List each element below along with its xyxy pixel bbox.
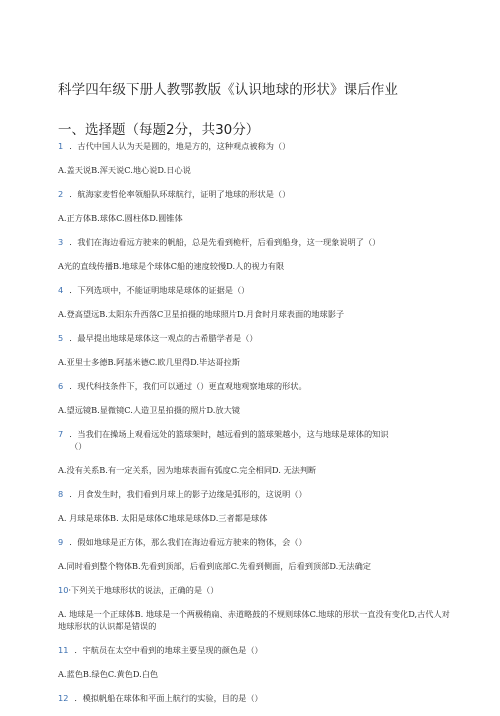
question-stem	[58, 284, 458, 296]
question-number: 9	[58, 537, 64, 547]
question-stem	[58, 488, 458, 500]
question-text: ．宇航员在太空中看到的地球主要呈现的颜色是（）	[74, 645, 263, 655]
question-number: 2	[58, 189, 64, 199]
question-item	[58, 380, 458, 416]
question-options: A光的直线传播B.地球是个球体C船的速度较慢D.人的视力有限	[58, 261, 285, 271]
question-number: 8	[58, 489, 64, 499]
question-options: A.没有关系B.有一定关系，因为地球表面有弧度C.完全相同D. 无法判断	[58, 465, 317, 475]
question-options: A. 地球是一个正球体B. 地球是一个两极稍扁、赤道略鼓的不规则球体C.地球的形状一直没有变化D,古代人对地球形状的认识都是错误的	[58, 609, 450, 631]
question-item	[58, 332, 458, 368]
question-number: 10	[58, 585, 69, 595]
question-item	[58, 584, 458, 632]
question-item	[58, 692, 458, 704]
question-list	[58, 140, 458, 716]
question-text: ．模拟帆船在球体和平面上航行的实验，目的是（）	[74, 693, 263, 703]
question-item	[58, 188, 458, 224]
question-number: 5	[58, 333, 64, 343]
question-options: A.正方体B.球体C.圆柱体D.圆锥体	[58, 213, 183, 223]
question-options: A.同时看到整个物体B.先看到顶部，后看到底部C.先看到侧面，后看到顶部D.无法确定	[58, 561, 371, 571]
question-text: ．古代中国人认为天是圆的，地是方的，这种观点被称为（）	[69, 141, 291, 151]
question-stem	[58, 536, 458, 548]
question-text: ．下列选项中，不能证明地球是球体的证据是（）	[69, 285, 250, 295]
question-text-continued: （）	[70, 441, 87, 451]
question-item	[58, 284, 458, 320]
question-stem	[58, 236, 458, 248]
question-options: A. 月球是球体B. 太阳是球体C地球是球体D.三者都是球体	[58, 513, 268, 523]
question-item	[58, 236, 458, 272]
question-options: A.蓝色B.绿色C.黄色D.白色	[58, 669, 159, 679]
question-text: ．现代科技条件下，我们可以通过（）更直观地观察地球的形状。	[69, 381, 307, 391]
question-number: 3	[58, 237, 64, 247]
question-number: 6	[58, 381, 64, 391]
question-text: ．假如地球是正方体，那么我们在海边看远方驶来的物体，会（）	[69, 537, 307, 547]
document-title: 科学四年级下册人教鄂教版《认识地球的形状》课后作业	[58, 82, 398, 98]
question-text: ．最早提出地球是球体这一观点的古希腊学者是（）	[69, 333, 258, 343]
question-options: A.亚里士多德B.阿基米德C.欧几里得D.毕达哥拉斯	[58, 357, 240, 367]
question-stem	[58, 692, 458, 704]
question-stem	[58, 140, 458, 152]
question-stem	[58, 584, 458, 596]
question-item	[58, 644, 458, 680]
question-text: ．月食发生时，我们看到月球上的影子边缘是弧形的，这说明（）	[69, 489, 307, 499]
question-item	[58, 536, 458, 572]
question-number: 11	[58, 645, 69, 655]
question-stem	[58, 380, 458, 392]
question-number: 7	[58, 429, 64, 439]
question-number: 12	[58, 693, 69, 703]
question-item	[58, 140, 458, 176]
question-stem	[58, 644, 458, 656]
question-text: ．航海家麦哲伦率领船队环球航行，证明了地球的形状是（）	[69, 189, 291, 199]
question-options: A.盖天说B.浑天说C.地心说D.日心说	[58, 165, 191, 175]
question-number: 4	[58, 285, 64, 295]
question-text: ·下列关于地球形状的说法，正确的是（）	[68, 585, 219, 595]
question-stem	[58, 332, 458, 344]
question-item	[58, 428, 458, 476]
question-options: A.登高望远B.太阳东升西落C卫星拍摄的地球照片D.月食时月球表面的地球影子	[58, 309, 345, 319]
question-stem	[58, 188, 458, 200]
question-item	[58, 488, 458, 524]
question-number: 1	[58, 141, 64, 151]
question-options: A.望远镜B.显微镜C.人造卫星拍摄的照片D.放大镜	[58, 405, 240, 415]
question-text: ．我们在海边看远方驶来的帆船，总是先看到桅杆，后看到船身，这一现象说明了（）	[69, 237, 381, 247]
question-text: ．当我们在操场上观看远处的篮球架时，越远看到的篮球架越小，这与地球是球体的知识	[69, 429, 389, 439]
question-stem	[58, 428, 458, 440]
section-heading: 一、选择题（每题2分，共30分）	[58, 122, 260, 138]
